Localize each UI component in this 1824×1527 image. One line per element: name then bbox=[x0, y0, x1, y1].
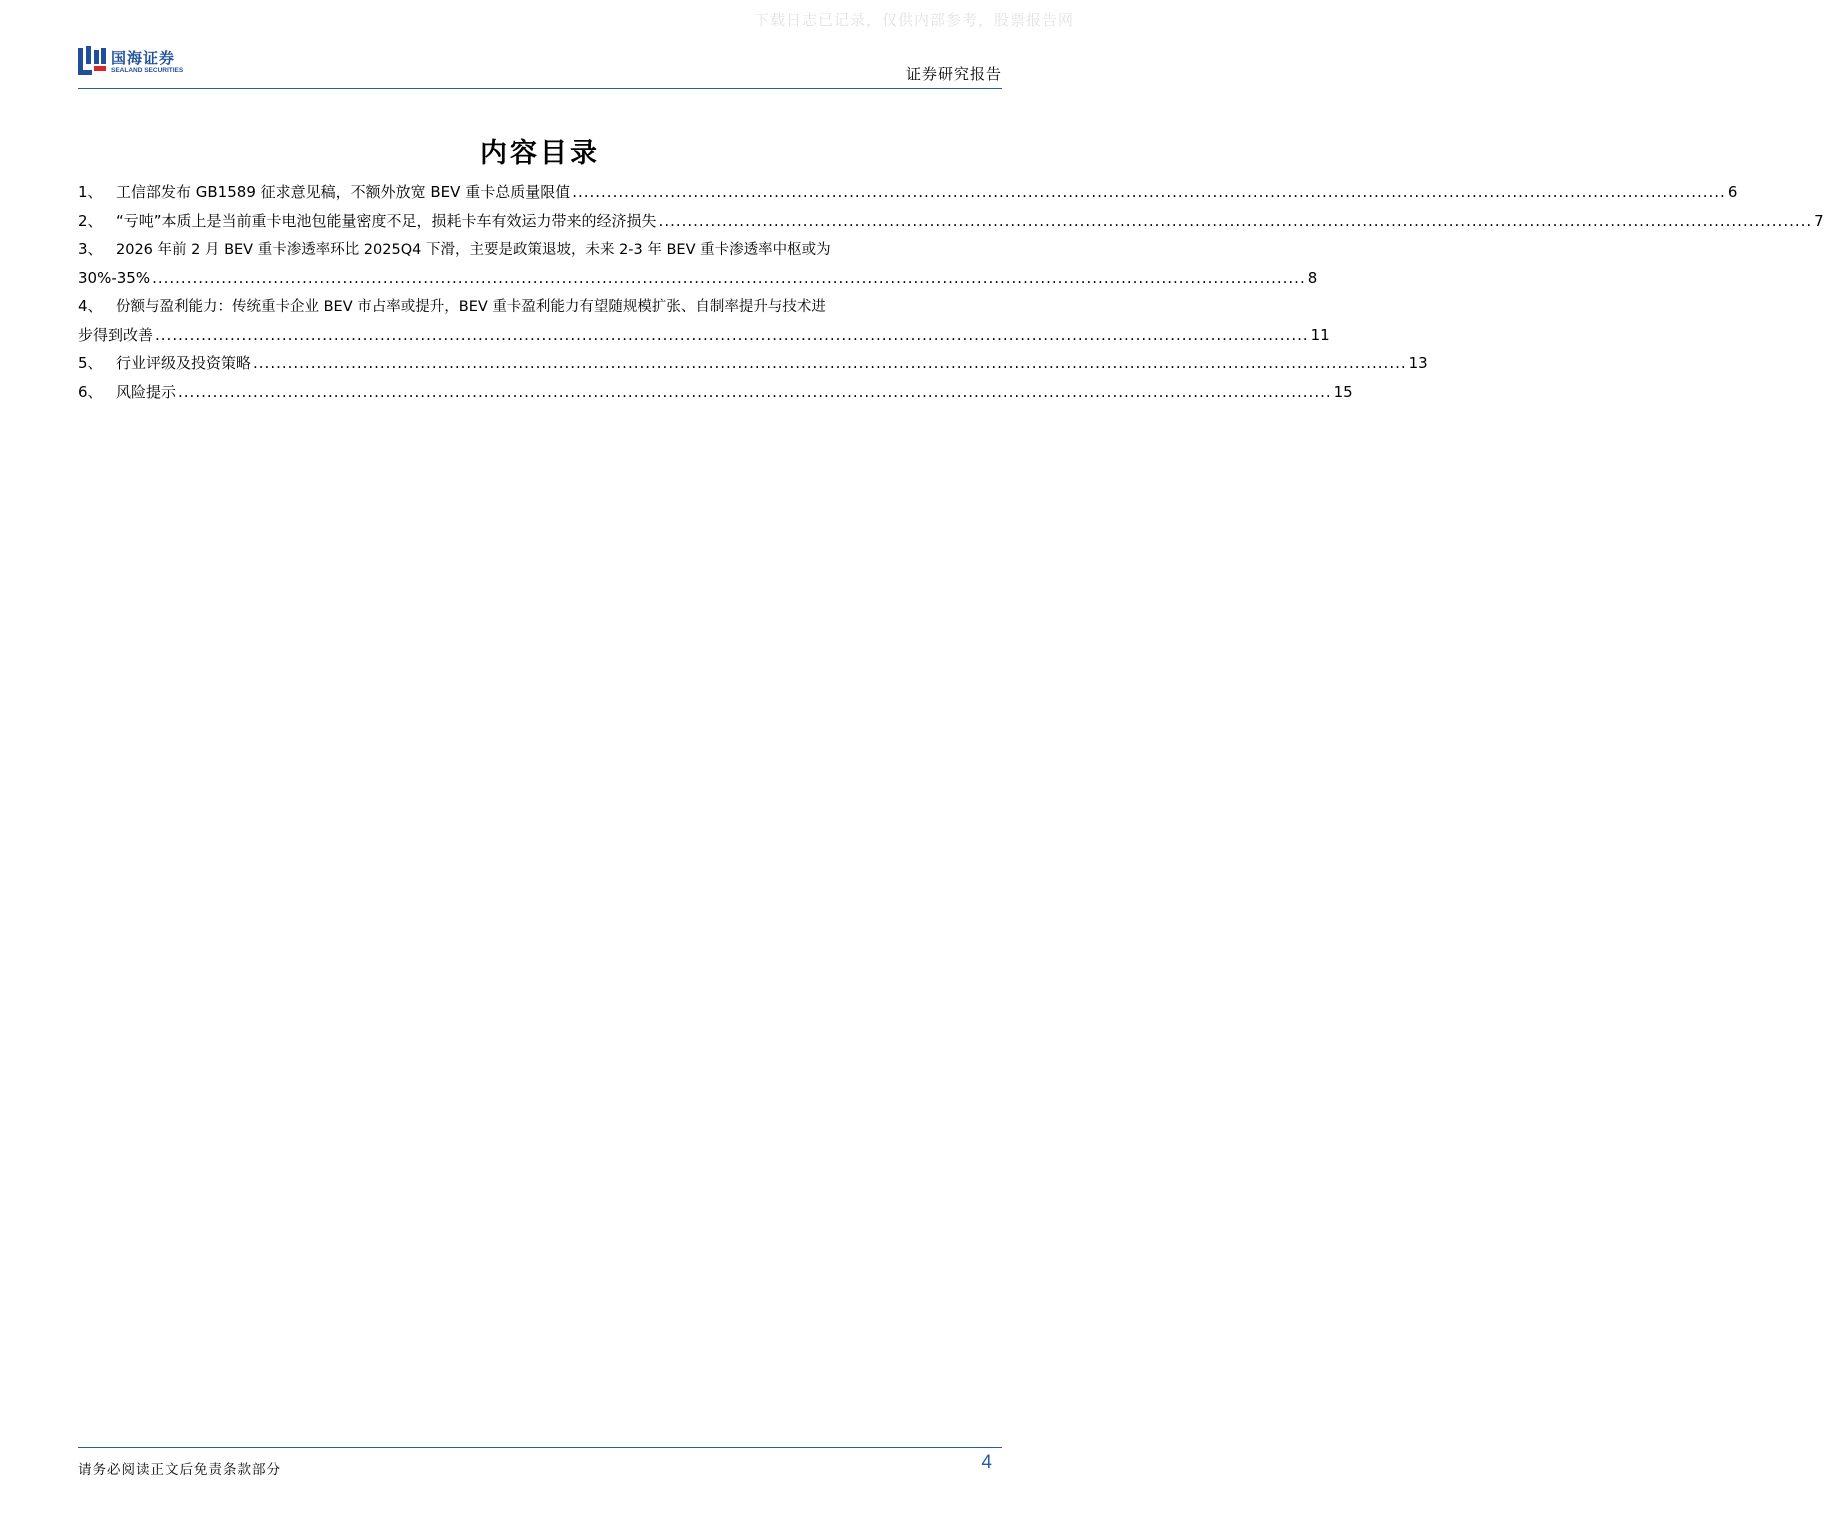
logo-english-name: SEALAND SECURITIES bbox=[111, 67, 184, 74]
toc-entry-number: 6、 bbox=[78, 382, 103, 401]
watermark-text: 下载日志已记录，仅供内部参考，股票报告网 bbox=[753, 11, 1074, 29]
toc-entry-6[interactable] bbox=[78, 378, 1353, 407]
table-of-contents bbox=[78, 178, 1824, 406]
toc-entry-title: 行业评级及投资策略 bbox=[116, 354, 252, 372]
toc-entry-3[interactable] bbox=[78, 235, 1318, 292]
toc-entry-1[interactable] bbox=[78, 178, 1738, 207]
toc-entry-page: 6 bbox=[1727, 183, 1738, 201]
toc-leader-dots: ........................................................................................................................................................................................................ bbox=[658, 211, 1813, 230]
toc-leader-dots: ........................................................................................................................................................................................................ bbox=[178, 382, 1332, 401]
toc-entry-number: 3、 bbox=[78, 240, 103, 258]
toc-entry-page: 7 bbox=[1814, 211, 1824, 230]
toc-title: 内容目录 bbox=[480, 138, 600, 169]
toc-entry-4[interactable] bbox=[78, 292, 1330, 349]
sealand-logo-icon bbox=[78, 46, 106, 76]
toc-leader-dots: ........................................................................................................................................................................................................ bbox=[152, 268, 1306, 287]
disclaimer-note: 请务必阅读正文后免责条款部分 bbox=[78, 1462, 281, 1478]
toc-entry-title-line1: 2026 年前 2 月 BEV 重卡渗透率环比 2025Q4 下滑，主要是政策退坡，未来 2-3 年 BEV 重卡渗透率中枢或为 bbox=[116, 242, 831, 258]
company-logo bbox=[78, 46, 198, 78]
footer-divider bbox=[78, 1447, 1002, 1448]
toc-entry-title-line2: 30%-35% bbox=[78, 268, 151, 287]
page-number: 4 bbox=[981, 1452, 992, 1473]
toc-entry-title-line2: 步得到改善 bbox=[78, 325, 154, 344]
toc-leader-dots: ........................................................................................................................................................................................................ bbox=[572, 183, 1726, 201]
toc-entry-2[interactable] bbox=[78, 207, 1824, 236]
toc-entry-page: 13 bbox=[1408, 354, 1428, 372]
toc-entry-title: 风险提示 bbox=[116, 382, 177, 401]
toc-entry-title: 工信部发布 GB1589 征求意见稿，不额外放宽 BEV 重卡总质量限值 bbox=[116, 183, 571, 201]
toc-leader-dots: ........................................................................................................................................................................................................ bbox=[253, 354, 1407, 372]
toc-entry-title: “亏吨”本质上是当前重卡电池包能量密度不足，损耗卡车有效运力带来的经济损失 bbox=[116, 211, 657, 230]
toc-entry-page: 15 bbox=[1333, 382, 1353, 401]
toc-entry-number: 5、 bbox=[78, 354, 103, 372]
toc-entry-number: 1、 bbox=[78, 183, 103, 201]
toc-entry-page: 11 bbox=[1310, 325, 1330, 344]
toc-entry-5[interactable] bbox=[78, 349, 1428, 378]
toc-entry-page: 8 bbox=[1307, 268, 1318, 287]
logo-chinese-name: 国海证券 bbox=[111, 49, 176, 67]
toc-leader-dots: ........................................................................................................................................................................................................ bbox=[155, 325, 1309, 344]
toc-entry-number: 4、 bbox=[78, 297, 103, 315]
toc-entry-number: 2、 bbox=[78, 211, 103, 230]
header-divider bbox=[78, 88, 1002, 89]
toc-entry-title-line1: 份额与盈利能力：传统重卡企业 BEV 市占率或提升，BEV 重卡盈利能力有望随规模扩张、自制率提升与技术进 bbox=[116, 299, 826, 315]
report-type-label: 证券研究报告 bbox=[905, 65, 1002, 83]
